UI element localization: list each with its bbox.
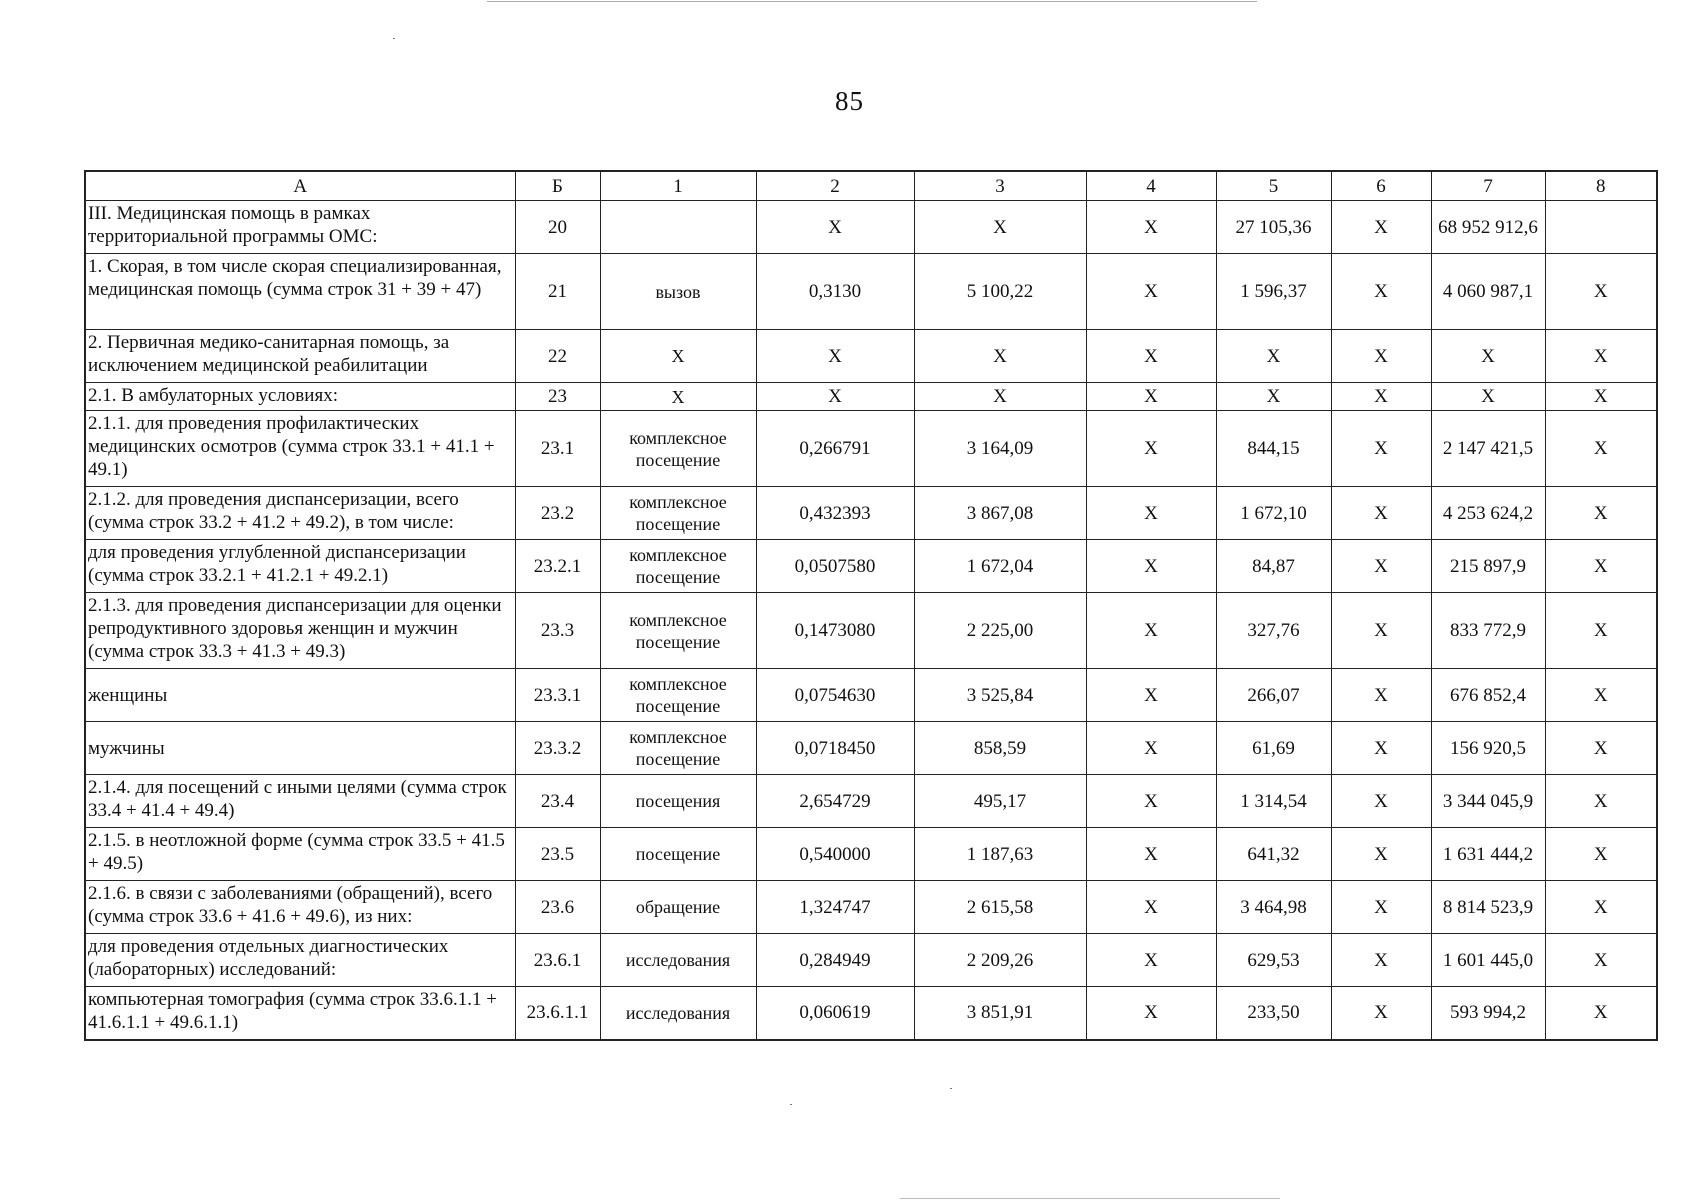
column-header-4: 4 bbox=[1086, 171, 1216, 201]
row-label: 1. Скорая, в том числе скорая специализированная, медицинская помощь (сумма строк 31 + 39 + 47) bbox=[85, 254, 515, 330]
value-cell: 215 897,9 bbox=[1431, 540, 1545, 593]
value-cell: 0,432393 bbox=[756, 487, 914, 540]
value-cell: 61,69 bbox=[1216, 722, 1331, 775]
value-cell: Х bbox=[1545, 330, 1657, 383]
unit-cell: посещение bbox=[600, 828, 756, 881]
value-cell: Х bbox=[1545, 934, 1657, 987]
value-cell: Х bbox=[1086, 254, 1216, 330]
value-cell: Х bbox=[1331, 330, 1431, 383]
header-row bbox=[85, 171, 1657, 201]
row-label: III. Медицинская помощь в рамках территориальной программы ОМС: bbox=[85, 201, 515, 254]
unit-cell: комплексное посещение bbox=[600, 669, 756, 722]
value-cell: 1,324747 bbox=[756, 881, 914, 934]
table-row bbox=[85, 828, 1657, 881]
row-label: женщины bbox=[85, 669, 515, 722]
value-cell: 2 209,26 bbox=[914, 934, 1086, 987]
value-cell: 4 060 987,1 bbox=[1431, 254, 1545, 330]
value-cell: Х bbox=[1086, 775, 1216, 828]
value-cell: Х bbox=[756, 201, 914, 254]
value-cell: Х bbox=[1086, 383, 1216, 411]
value-cell: Х bbox=[1545, 487, 1657, 540]
value-cell: 1 672,04 bbox=[914, 540, 1086, 593]
value-cell: Х bbox=[1086, 593, 1216, 669]
column-header-b: Б bbox=[515, 171, 600, 201]
row-number: 23.1 bbox=[515, 411, 600, 487]
data-table bbox=[84, 170, 1658, 1041]
table-row bbox=[85, 254, 1657, 330]
value-cell: Х bbox=[1086, 881, 1216, 934]
value-cell: Х bbox=[1086, 828, 1216, 881]
value-cell: 3 867,08 bbox=[914, 487, 1086, 540]
column-header-a: А bbox=[85, 171, 515, 201]
row-label: 2.1.4. для посещений с иными целями (сумма строк 33.4 + 41.4 + 49.4) bbox=[85, 775, 515, 828]
unit-cell: посещения bbox=[600, 775, 756, 828]
value-cell: Х bbox=[1331, 411, 1431, 487]
value-cell: 68 952 912,6 bbox=[1431, 201, 1545, 254]
unit-cell: Х bbox=[600, 330, 756, 383]
value-cell: 84,87 bbox=[1216, 540, 1331, 593]
row-number: 20 bbox=[515, 201, 600, 254]
row-label: для проведения углубленной диспансеризации (сумма строк 33.2.1 + 41.2.1 + 49.2.1) bbox=[85, 540, 515, 593]
value-cell: Х bbox=[1331, 383, 1431, 411]
row-label: 2.1. В амбулаторных условиях: bbox=[85, 383, 515, 411]
table-row bbox=[85, 330, 1657, 383]
value-cell: Х bbox=[1216, 330, 1331, 383]
value-cell: 8 814 523,9 bbox=[1431, 881, 1545, 934]
unit-cell: комплексное посещение bbox=[600, 411, 756, 487]
row-label: 2.1.2. для проведения диспансеризации, всего (сумма строк 33.2 + 41.2 + 49.2), в том числе: bbox=[85, 487, 515, 540]
row-label: для проведения отдельных диагностических (лабораторных) исследований: bbox=[85, 934, 515, 987]
table-row bbox=[85, 722, 1657, 775]
value-cell: Х bbox=[1331, 775, 1431, 828]
value-cell: Х bbox=[1086, 201, 1216, 254]
table-row bbox=[85, 775, 1657, 828]
column-header-7: 7 bbox=[1431, 171, 1545, 201]
value-cell: 0,060619 bbox=[756, 987, 914, 1040]
unit-cell: Х bbox=[600, 383, 756, 411]
row-number: 22 bbox=[515, 330, 600, 383]
row-number: 23.3 bbox=[515, 593, 600, 669]
value-cell: Х bbox=[1545, 669, 1657, 722]
row-number: 23.6 bbox=[515, 881, 600, 934]
value-cell: 266,07 bbox=[1216, 669, 1331, 722]
value-cell: Х bbox=[1331, 669, 1431, 722]
value-cell: Х bbox=[1545, 987, 1657, 1040]
value-cell: 844,15 bbox=[1216, 411, 1331, 487]
value-cell: 3 164,09 bbox=[914, 411, 1086, 487]
value-cell: Х bbox=[1086, 540, 1216, 593]
value-cell: Х bbox=[1545, 722, 1657, 775]
value-cell: Х bbox=[1431, 383, 1545, 411]
row-number: 23.6.1 bbox=[515, 934, 600, 987]
value-cell: 0,0718450 bbox=[756, 722, 914, 775]
row-number: 23.2.1 bbox=[515, 540, 600, 593]
value-cell: Х bbox=[1545, 881, 1657, 934]
row-number: 23.6.1.1 bbox=[515, 987, 600, 1040]
value-cell: 3 464,98 bbox=[1216, 881, 1331, 934]
value-cell: Х bbox=[1331, 540, 1431, 593]
row-number: 23.3.1 bbox=[515, 669, 600, 722]
value-cell: Х bbox=[1431, 330, 1545, 383]
value-cell: 495,17 bbox=[914, 775, 1086, 828]
unit-cell: исследования bbox=[600, 934, 756, 987]
value-cell: 156 920,5 bbox=[1431, 722, 1545, 775]
row-number: 21 bbox=[515, 254, 600, 330]
column-header-6: 6 bbox=[1331, 171, 1431, 201]
row-number: 23.2 bbox=[515, 487, 600, 540]
row-number: 23.3.2 bbox=[515, 722, 600, 775]
value-cell: Х bbox=[1086, 934, 1216, 987]
value-cell: Х bbox=[1086, 722, 1216, 775]
value-cell: Х bbox=[1331, 487, 1431, 540]
value-cell: 641,32 bbox=[1216, 828, 1331, 881]
table-row bbox=[85, 934, 1657, 987]
value-cell: Х bbox=[914, 201, 1086, 254]
row-label: 2.1.6. в связи с заболеваниями (обращений), всего (сумма строк 33.6 + 41.6 + 49.6), из них: bbox=[85, 881, 515, 934]
unit-cell: комплексное посещение bbox=[600, 540, 756, 593]
value-cell: 2 615,58 bbox=[914, 881, 1086, 934]
value-cell: Х bbox=[1545, 593, 1657, 669]
scan-line-bottom bbox=[900, 1198, 1280, 1199]
scan-dot bbox=[790, 1104, 792, 1105]
column-header-3: 3 bbox=[914, 171, 1086, 201]
row-label: мужчины bbox=[85, 722, 515, 775]
value-cell: 1 601 445,0 bbox=[1431, 934, 1545, 987]
value-cell: 4 253 624,2 bbox=[1431, 487, 1545, 540]
row-label: 2. Первичная медико-санитарная помощь, за исключением медицинской реабилитации bbox=[85, 330, 515, 383]
value-cell: 3 344 045,9 bbox=[1431, 775, 1545, 828]
scan-dot bbox=[950, 1088, 952, 1089]
value-cell: 2 147 421,5 bbox=[1431, 411, 1545, 487]
row-number: 23.5 bbox=[515, 828, 600, 881]
value-cell: Х bbox=[1331, 934, 1431, 987]
value-cell: Х bbox=[1545, 540, 1657, 593]
column-header-5: 5 bbox=[1216, 171, 1331, 201]
value-cell: Х bbox=[914, 330, 1086, 383]
unit-cell: исследования bbox=[600, 987, 756, 1040]
value-cell: Х bbox=[1086, 487, 1216, 540]
value-cell: 1 631 444,2 bbox=[1431, 828, 1545, 881]
value-cell: Х bbox=[1216, 383, 1331, 411]
value-cell: 0,0507580 bbox=[756, 540, 914, 593]
column-header-2: 2 bbox=[756, 171, 914, 201]
value-cell: 327,76 bbox=[1216, 593, 1331, 669]
unit-cell: комплексное посещение bbox=[600, 593, 756, 669]
value-cell: 593 994,2 bbox=[1431, 987, 1545, 1040]
row-label: 2.1.5. в неотложной форме (сумма строк 33.5 + 41.5 + 49.5) bbox=[85, 828, 515, 881]
value-cell: Х bbox=[756, 330, 914, 383]
value-cell: Х bbox=[1545, 383, 1657, 411]
value-cell: Х bbox=[1086, 411, 1216, 487]
value-cell: 0,1473080 bbox=[756, 593, 914, 669]
unit-cell: комплексное посещение bbox=[600, 487, 756, 540]
value-cell: Х bbox=[1545, 254, 1657, 330]
table-row bbox=[85, 593, 1657, 669]
value-cell: Х bbox=[1331, 201, 1431, 254]
value-cell: Х bbox=[1086, 987, 1216, 1040]
row-number: 23 bbox=[515, 383, 600, 411]
row-label: компьютерная томография (сумма строк 33.6.1.1 + 41.6.1.1 + 49.6.1.1) bbox=[85, 987, 515, 1040]
value-cell: Х bbox=[1545, 828, 1657, 881]
value-cell: 0,540000 bbox=[756, 828, 914, 881]
table-row bbox=[85, 881, 1657, 934]
value-cell: 629,53 bbox=[1216, 934, 1331, 987]
table-row bbox=[85, 383, 1657, 411]
value-cell: Х bbox=[1331, 593, 1431, 669]
table-row bbox=[85, 669, 1657, 722]
value-cell bbox=[1545, 201, 1657, 254]
value-cell: Х bbox=[756, 383, 914, 411]
value-cell: 676 852,4 bbox=[1431, 669, 1545, 722]
scan-line-top bbox=[487, 1, 1257, 2]
value-cell: 1 187,63 bbox=[914, 828, 1086, 881]
value-cell: 5 100,22 bbox=[914, 254, 1086, 330]
table-row bbox=[85, 201, 1657, 254]
value-cell: Х bbox=[1545, 775, 1657, 828]
column-header-8: 8 bbox=[1545, 171, 1657, 201]
table-row bbox=[85, 487, 1657, 540]
value-cell: 27 105,36 bbox=[1216, 201, 1331, 254]
value-cell: Х bbox=[1086, 669, 1216, 722]
column-header-1: 1 bbox=[600, 171, 756, 201]
table-row bbox=[85, 540, 1657, 593]
value-cell: 3 851,91 bbox=[914, 987, 1086, 1040]
value-cell: Х bbox=[1331, 828, 1431, 881]
value-cell: 858,59 bbox=[914, 722, 1086, 775]
unit-cell bbox=[600, 201, 756, 254]
row-label: 2.1.1. для проведения профилактических медицинских осмотров (сумма строк 33.1 + 41.1 + 49.1) bbox=[85, 411, 515, 487]
value-cell: 833 772,9 bbox=[1431, 593, 1545, 669]
page-number: 85 bbox=[835, 86, 864, 116]
value-cell: Х bbox=[1331, 722, 1431, 775]
unit-cell: комплексное посещение bbox=[600, 722, 756, 775]
value-cell: 2,654729 bbox=[756, 775, 914, 828]
value-cell: Х bbox=[1545, 411, 1657, 487]
value-cell: 2 225,00 bbox=[914, 593, 1086, 669]
row-label: 2.1.3. для проведения диспансеризации для оценки репродуктивного здоровья женщин и мужчин (сумма строк 33.3 + 41.3 + 49.3) bbox=[85, 593, 515, 669]
value-cell: 233,50 bbox=[1216, 987, 1331, 1040]
value-cell: Х bbox=[1331, 254, 1431, 330]
value-cell: 3 525,84 bbox=[914, 669, 1086, 722]
unit-cell: вызов bbox=[600, 254, 756, 330]
value-cell: 1 314,54 bbox=[1216, 775, 1331, 828]
scan-dot bbox=[393, 38, 395, 39]
value-cell: 1 672,10 bbox=[1216, 487, 1331, 540]
unit-cell: обращение bbox=[600, 881, 756, 934]
table-row bbox=[85, 987, 1657, 1040]
value-cell: 0,3130 bbox=[756, 254, 914, 330]
value-cell: 0,284949 bbox=[756, 934, 914, 987]
value-cell: 1 596,37 bbox=[1216, 254, 1331, 330]
table-row bbox=[85, 411, 1657, 487]
value-cell: 0,266791 bbox=[756, 411, 914, 487]
value-cell: 0,0754630 bbox=[756, 669, 914, 722]
value-cell: Х bbox=[1331, 881, 1431, 934]
value-cell: Х bbox=[1331, 987, 1431, 1040]
value-cell: Х bbox=[1086, 330, 1216, 383]
row-number: 23.4 bbox=[515, 775, 600, 828]
value-cell: Х bbox=[914, 383, 1086, 411]
